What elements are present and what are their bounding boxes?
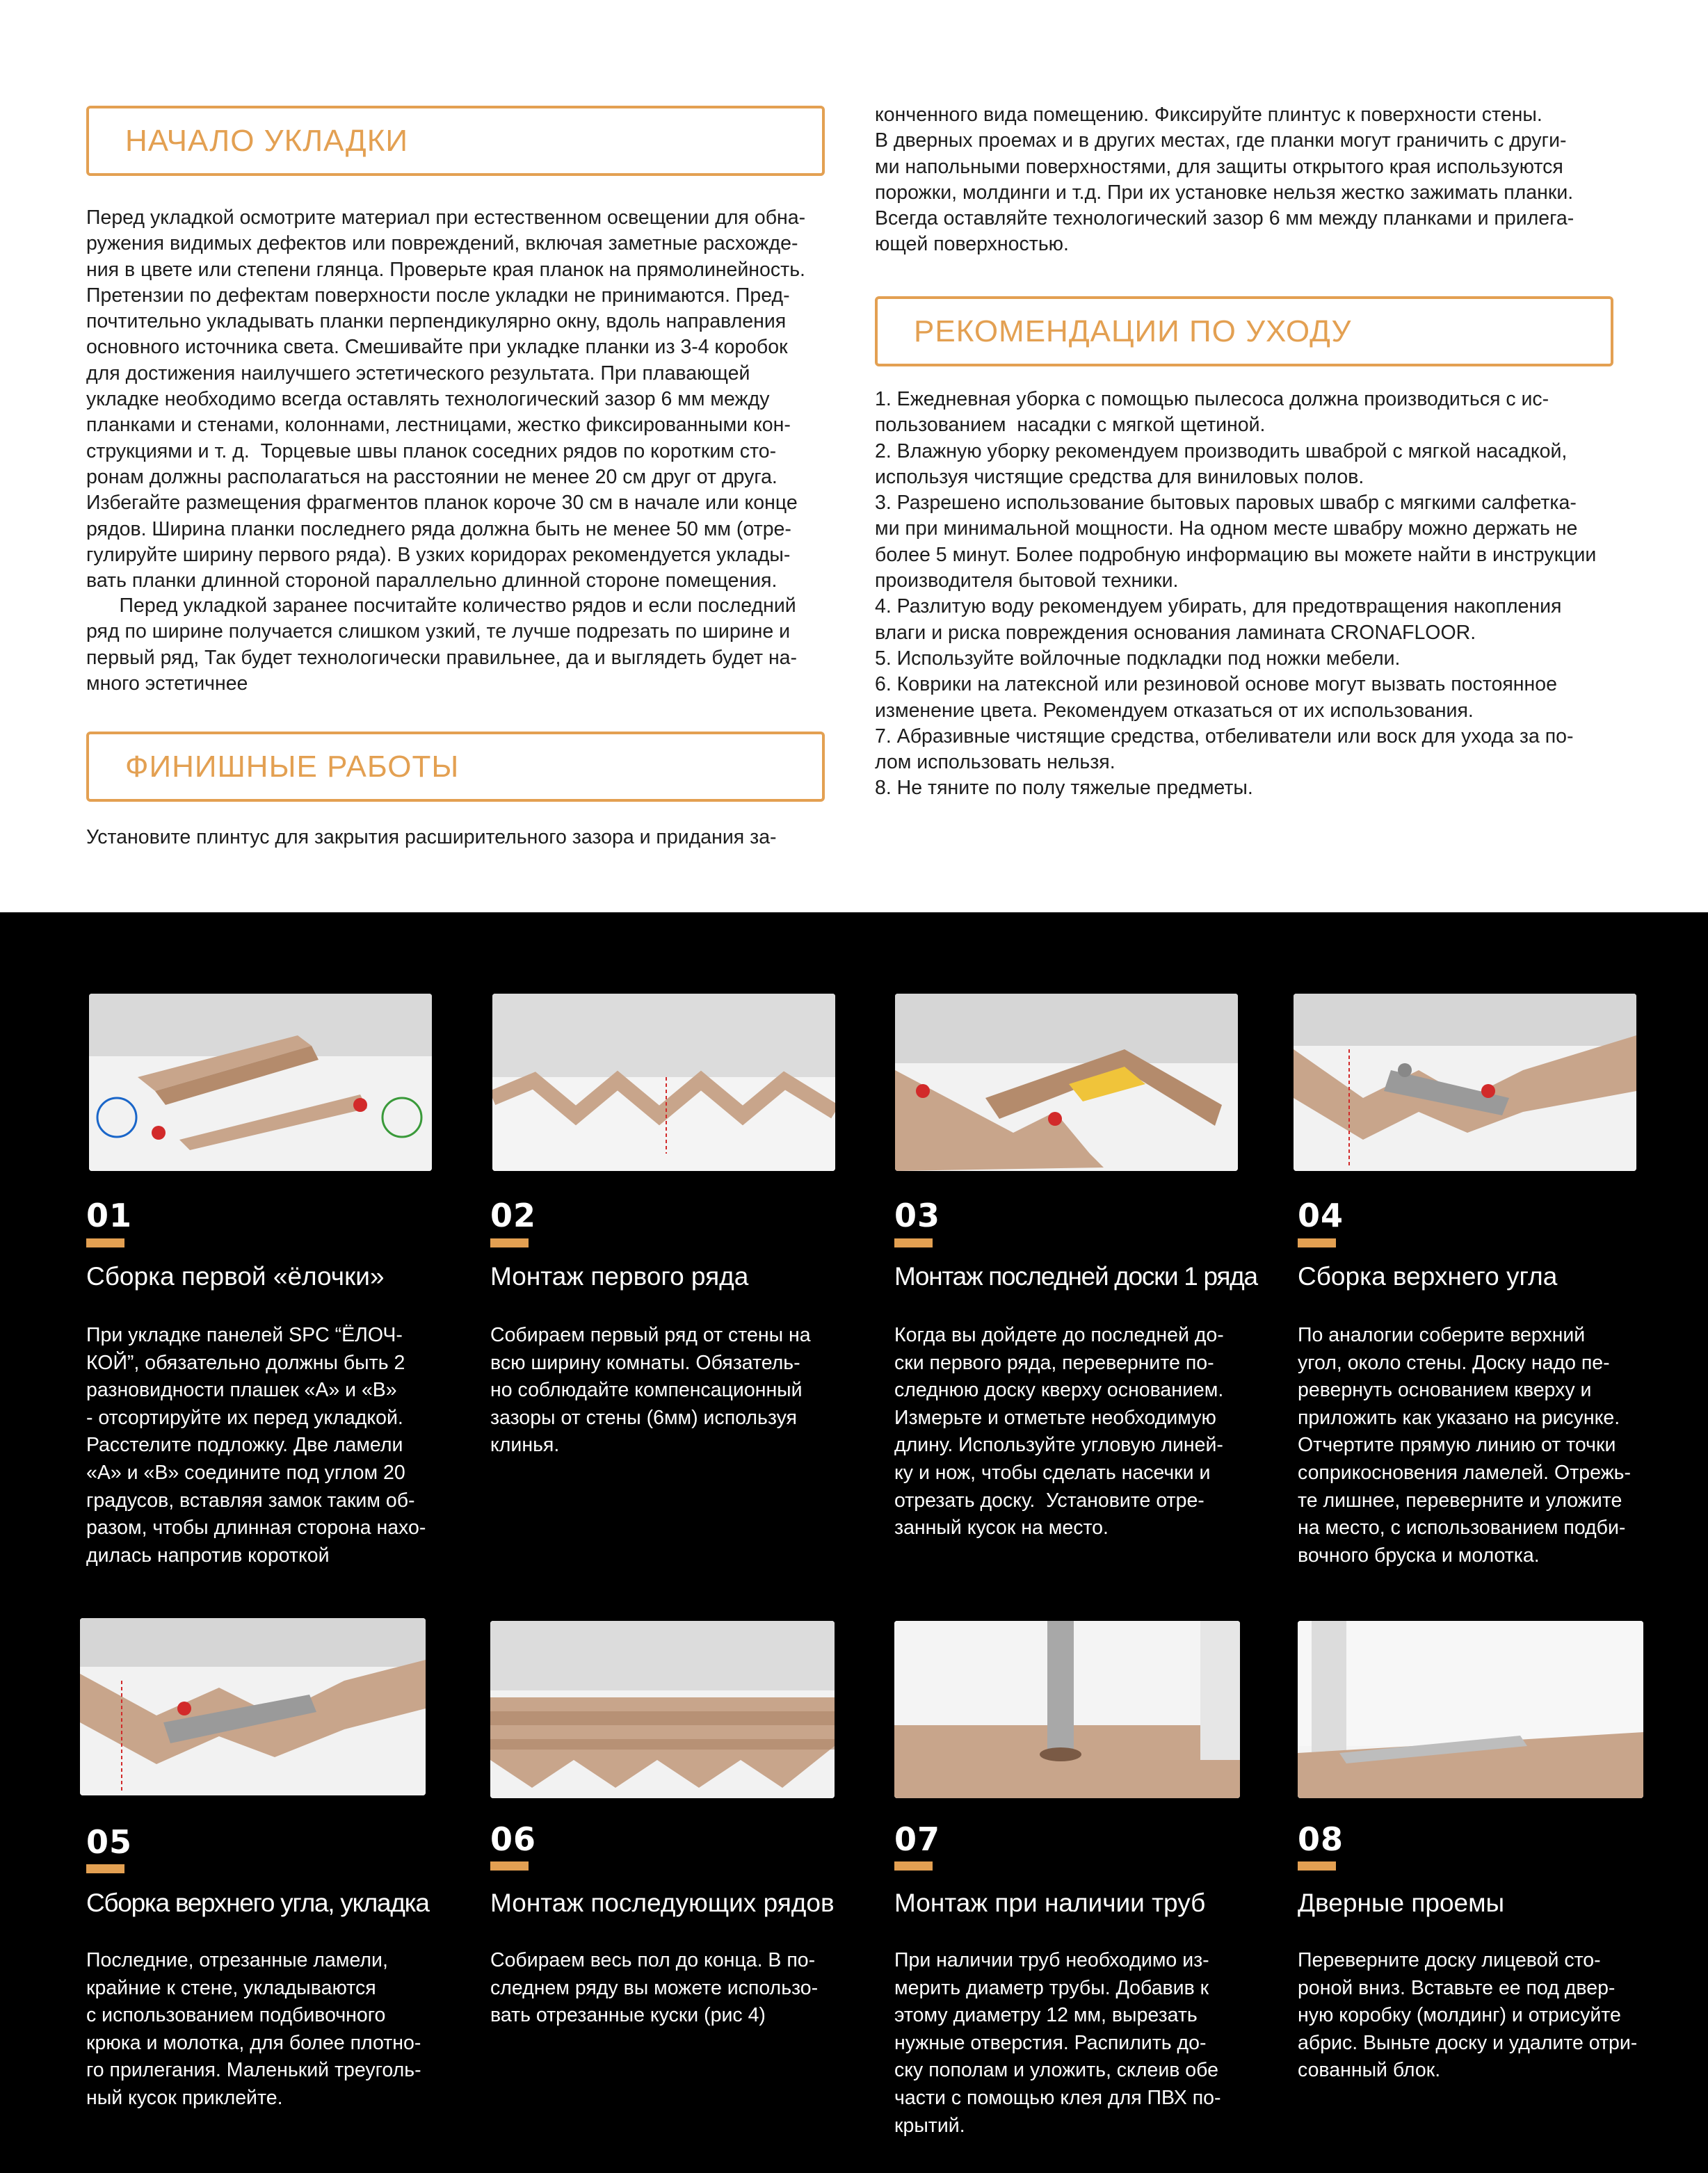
step-08-title: Дверные проемы bbox=[1298, 1889, 1505, 1917]
step-07-bar bbox=[894, 1861, 933, 1871]
step-04-illustration bbox=[1294, 994, 1636, 1171]
section-title-start-text: НАЧАЛО УКЛАДКИ bbox=[125, 123, 408, 158]
step-06-illustration bbox=[490, 1621, 835, 1798]
step-08-illustration bbox=[1298, 1621, 1643, 1798]
section-title-care bbox=[875, 296, 1613, 366]
finish-paragraph-2: конченного вида помещению. Фиксируйте плинтус к поверхности стены. В дверных проемах и в других местах, где планки могут граничить с други- ми напольными поверхностями, для защиты открытого края используются порожки, молдинги и т.д. При их установке нельзя жестко зажимать планки. Всегда оставляйте технологический зазор 6 мм между планками и прилега- ющей поверхностью. bbox=[875, 104, 1574, 256]
step-06-number: 06 bbox=[490, 1820, 537, 1858]
step-05-illustration bbox=[80, 1618, 426, 1795]
step-02-title: Монтаж первого ряда bbox=[490, 1262, 749, 1291]
step-07-text: При наличии труб необходимо из- мерить диаметр трубы. Добавив к этому диаметру 12 мм, вырезать нужные отверстия. Распилить до- ску пополам и уложить, склеив обе части с помощью клея для ПВХ по- крытий. bbox=[894, 1949, 1221, 2137]
step-05-bar bbox=[86, 1864, 124, 1873]
section-title-finish-text: ФИНИШНЫЕ РАБОТЫ bbox=[125, 749, 460, 784]
step-01-text: При укладке панелей SPC “ЁЛОЧ- КОЙ”, обязательно должны быть 2 разновидности плашек «А» и «В» - отсортируйте их перед укладкой. Расстелите подложку. Две ламели «А» и «В» соедините под углом 20 градусов, вставляя замок таким об- разом, чтобы длинная сторона нахо- дилась напротив короткой bbox=[86, 1324, 426, 1567]
step-07-illustration bbox=[894, 1621, 1240, 1798]
section-title-care-text: РЕКОМЕНДАЦИИ ПО УХОДУ bbox=[914, 314, 1352, 348]
step-04-number: 04 bbox=[1298, 1197, 1344, 1234]
step-03-text: Когда вы дойдете до последней до- ски первого ряда, переверните по- следнюю доску кверху основанием. Измерьте и отметьте необходимую длину. Используйте угловую линей- ку и нож, чтобы сделать насечки и отрезать доску. Установите отре- занный кусок на место. bbox=[894, 1324, 1224, 1540]
step-04-text: По аналогии соберите верхний угол, около стены. Доску надо пе- ревернуть основанием кверху и приложить как указано на рисунке. Отчертите прямую линию от точки соприкосновения ламелей. Отрежь- те лишнее, переверните и уложите на место, с использованием подби- вочного бруска и молотка. bbox=[1298, 1324, 1632, 1567]
step-02-bar bbox=[490, 1238, 529, 1247]
step-07-title: Монтаж при наличии труб bbox=[894, 1889, 1206, 1917]
step-01-illustration bbox=[89, 994, 432, 1171]
step-02-illustration bbox=[492, 994, 835, 1171]
step-06-text: Собираем весь пол до конца. В по- следнем ряду вы можете использо- вать отрезанные куски (рис 4) bbox=[490, 1949, 819, 2027]
step-05-title: Сборка верхнего угла, укладка bbox=[86, 1889, 429, 1917]
section-title-finish bbox=[86, 732, 825, 802]
step-01-number: 01 bbox=[86, 1197, 133, 1234]
step-05-number: 05 bbox=[86, 1823, 133, 1861]
step-08-number: 08 bbox=[1298, 1820, 1344, 1858]
section-title-start bbox=[86, 106, 825, 176]
step-08-text: Переверните доску лицевой сто- роной вниз. Вставьте ее под двер- ную коробку (молдинг) и отрисуйте абрис. Выньте доску и удалите отри- сованный блок. bbox=[1298, 1949, 1638, 2082]
start-paragraph-2: Перед укладкой заранее посчитайте количество рядов и если последний ряд по ширине получается слишком узкий, те лучше подрезать по ширине и первый ряд, Так будет технологически правильнее, да и выглядеть будет на- много эстетичнее bbox=[86, 595, 798, 695]
step-02-number: 02 bbox=[490, 1197, 537, 1234]
step-03-number: 03 bbox=[894, 1197, 941, 1234]
step-03-illustration bbox=[895, 994, 1238, 1171]
step-04-title: Сборка верхнего угла bbox=[1298, 1262, 1558, 1291]
step-01-title: Сборка первой «ёлочки» bbox=[86, 1262, 385, 1291]
step-07-number: 07 bbox=[894, 1820, 941, 1858]
step-01-bar bbox=[86, 1238, 124, 1247]
start-paragraph-1: Перед укладкой осмотрите материал при естественном освещении для обна- ружения видимых дефектов или повреждений, включая заметные расхожде- ния в цвете или степени глянца. Проверьте края планок на прямолинейность. Претензии по дефектам поверхности после укладки не принимаются. Пред- почтительно укладывать планки перпендикулярно окну, вдоль направления основного источника света. Смешивайте при укладке планки из 3-4 коробок для достижения наилучшего эстетического результата. При плавающей укладке необходимо всегда оставлять технологический зазор 6 мм между планками и стенами, колоннами, лестницами, жестко фиксированными кон- струкциями и т. д. Торцевые швы планок соседних рядов по коротким сто- ронам должны располагаться на расстоянии не менее 20 см друг от друга. Избегайте размещения фрагментов планок короче 30 см в начале или конце рядов. Ширина планки последнего ряда должна быть не менее 50 мм (отре- гулируйте ширину первого ряда). В узких коридорах рекомендуется уклады- вать планки длинной стороной параллельно длинной стороне помещения. bbox=[86, 207, 806, 592]
step-05-text: Последние, отрезанные ламели, крайние к стене, укладываются с использованием подбивочного крюка и молотка, для более плотно- го прилегания. Маленький треуголь- ный кусок приклейте. bbox=[86, 1949, 421, 2109]
step-04-bar bbox=[1298, 1238, 1336, 1247]
step-08-bar bbox=[1298, 1861, 1336, 1871]
step-03-bar bbox=[894, 1238, 933, 1247]
step-02-text: Собираем первый ряд от стены на всю ширину комнаты. Обязатель- но соблюдайте компенсационный зазоры от стены (6мм) используя клинья. bbox=[490, 1324, 811, 1457]
step-03-title: Монтаж последней доски 1 ряда bbox=[894, 1262, 1257, 1291]
step-06-title: Монтаж последующих рядов bbox=[490, 1889, 835, 1917]
care-list: 1. Ежедневная уборка с помощью пылесоса должна производиться с ис- пользованием насадки с мягкой щетиной. 2. Влажную уборку рекомендуем производить шваброй с мягкой насадкой, используя чистящие средства для виниловых полов. 3. Разрешено использование бытовых паровых швабр с мягкими салфетка- ми при минимальной мощности. На одном месте швабру можно держать не более 5 минут. Более подробную информацию вы можете найти в инструкции производителя бытовой техники. 4. Разлитую воду рекомендуем убирать, для предотвращения накопления влаги и риска повреждения основания ламината CRONAFLOOR. 5. Используйте войлочные подкладки под ножки мебели. 6. Коврики на латексной или резиновой основе могут вызвать постоянное изменение цвета. Рекомендуем отказаться от их использования. 7. Абразивные чистящие средства, отбеливатели или воск для ухода за по- лом использовать нельзя. 8. Не тяните по полу тяжелые предметы. bbox=[875, 388, 1597, 800]
step-06-bar bbox=[490, 1861, 529, 1871]
finish-paragraph-1: Установите плинтус для закрытия расширительного зазора и придания за- bbox=[86, 826, 777, 848]
